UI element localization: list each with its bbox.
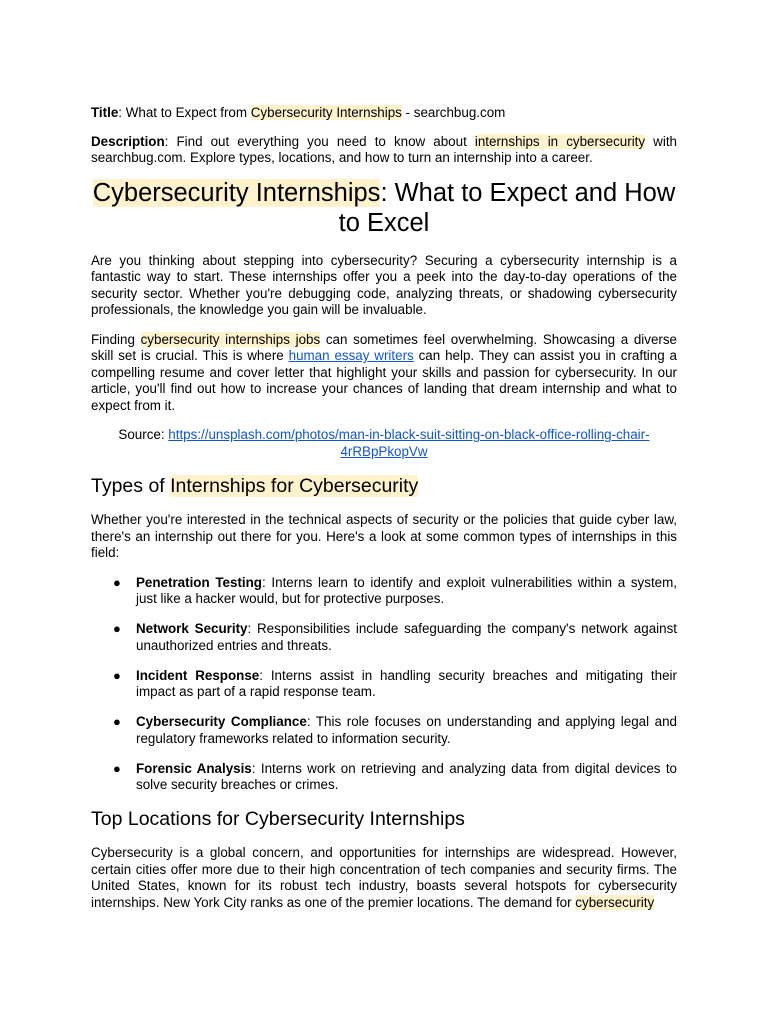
list-item-text: : Interns assist in handling security breaches and mitigating their impact as part of a rapid response team. [136,667,677,699]
finding-highlight: cybersecurity internships jobs [140,331,321,347]
internship-types-list [91,575,677,794]
types-intro-paragraph: Whether you're interested in the technical aspects of security or the policies that guide cyber law, there's an internship out there for you. Here's a look at some common types of internships in this field: [91,512,677,560]
list-item-term: Network Security [136,621,248,636]
finding-pre: Finding [91,331,141,347]
list-item-text: : Interns work on retrieving and analyzing data from digital devices to solve security breaches or crimes. [136,760,677,792]
meta-description-post: with searchbug.com. Explore types, locations, and how to turn an internship into a career. [91,133,677,165]
meta-title-pre: : What to Expect from [118,105,251,120]
list-item [91,621,677,654]
image-source-line [91,427,677,460]
types-heading [91,474,677,498]
locations-heading: Top Locations for Cybersecurity Internships [91,808,465,830]
meta-description-line [91,134,677,167]
list-item [91,668,677,701]
meta-title-line [91,105,677,122]
list-item-text: : Interns learn to identify and exploit vulnerabilities within a system, just like a hacker would, but for protective purposes. [136,574,677,606]
list-item [91,575,677,608]
bullet-icon: ● [113,714,121,729]
bullet-icon: ● [113,760,121,776]
locations-text: Cybersecurity is a global concern, and opportunities for internships are widespread. However, certain cities offer more due to their high concentration of tech companies and security firms. The United States, known for its robust tech industry, boasts several hotspots for cybersecurity internships. New York City ranks as one of the premier locations. The demand for [91,845,677,910]
meta-title-label: Title [91,105,119,120]
meta-description-label: Description [91,133,165,149]
list-item-term: Penetration Testing [136,574,262,590]
list-item [91,761,677,794]
source-url-link[interactable]: https://unsplash.com/photos/man-in-black-suit-sitting-on-black-office-rolling-chair-4rRBpPkopVw [168,427,650,459]
human-essay-writers-link[interactable]: human essay writers [288,348,414,363]
list-item-text: : Responsibilities include safeguarding the company's network against unauthorized entries and threats. [136,621,677,653]
bullet-icon: ● [113,621,121,636]
intro-paragraph: Are you thinking about stepping into cybersecurity? Securing a cybersecurity internship is a fantastic way to start. These internships offer you a peek into the day-to-day operations of the security sector. Whether you're debugging code, analyzing threats, or shadowing cybersecurity professionals, the knowledge you gain will be invaluable. [91,252,677,317]
meta-title-post: - searchbug.com [401,105,506,120]
meta-title-highlight: Cybersecurity Internships [250,105,402,120]
finding-post: can help. They can assist you in crafting a compelling resume and cover letter that highlight your skills and passion for cybersecurity. In our article, you'll find out how to increase your chances of landing that dream internship and what to expect from it. [91,348,677,413]
article-title-highlight: Cybersecurity Internships [92,178,381,207]
list-item-term: Forensic Analysis [136,760,252,776]
list-item [91,714,677,747]
types-heading-highlight: Internships for Cybersecurity [170,475,419,497]
meta-description-pre: : Find out everything you need to know about [164,133,475,149]
list-item-term: Cybersecurity Compliance [136,714,307,729]
article-title-rest: : What to Expect and How to Excel [338,178,676,237]
source-label: Source: [118,427,169,442]
finding-paragraph [91,332,677,415]
bullet-icon: ● [113,574,121,590]
document-page [91,105,677,924]
article-title [91,178,677,238]
bullet-icon: ● [113,667,121,683]
types-heading-pre: Types of [91,475,171,497]
finding-mid: can sometimes feel overwhelming. Showcasing a diverse skill set is crucial. This is where [91,331,677,363]
locations-paragraph [91,845,677,911]
meta-description-highlight: internships in cybersecurity [474,133,646,149]
locations-highlight: cybersecurity [575,894,655,910]
list-item-text: : This role focuses on understanding and applying legal and regulatory frameworks related to information security. [136,714,677,746]
list-item-term: Incident Response [136,667,260,683]
